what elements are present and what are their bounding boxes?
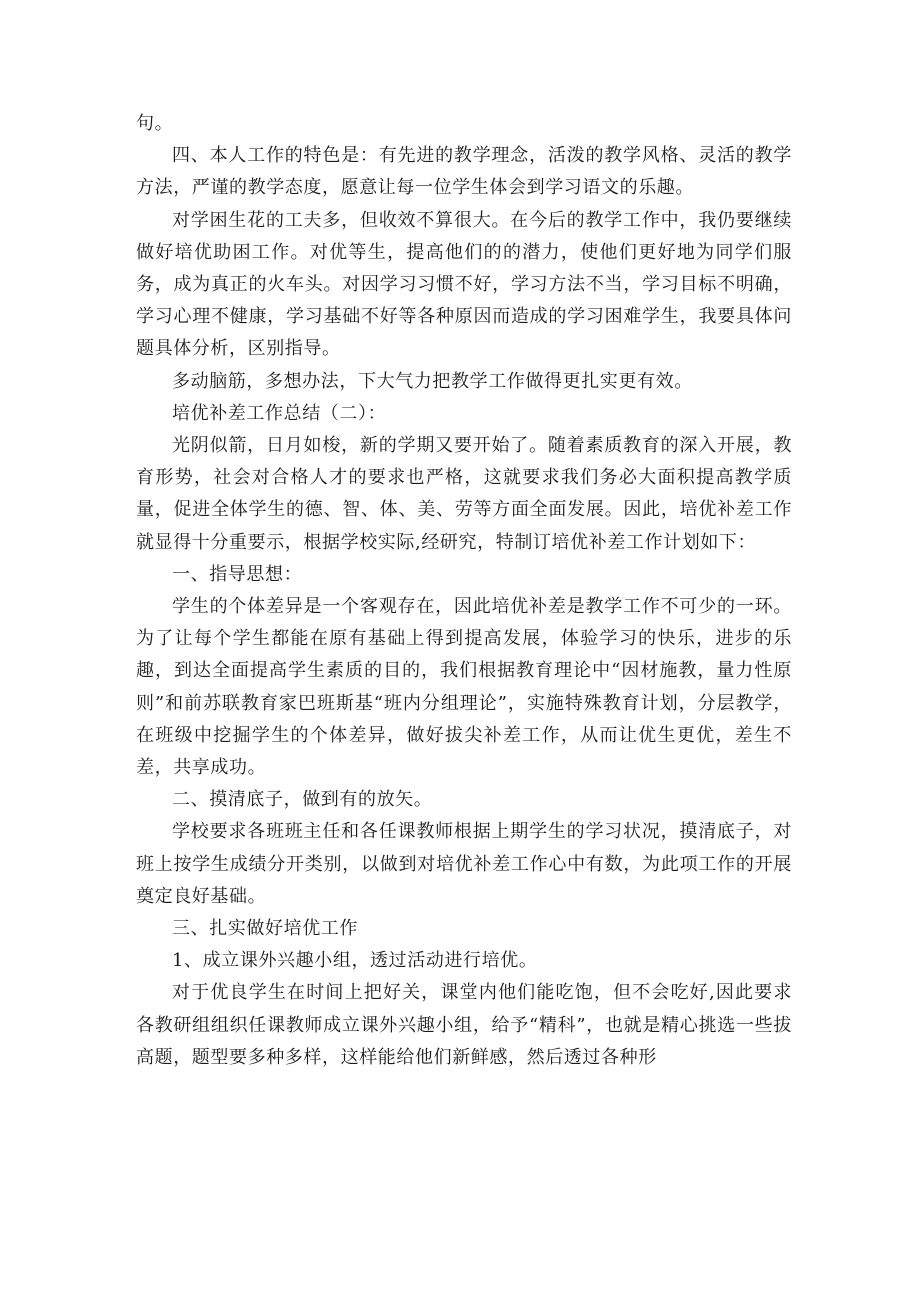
section-title-summary-two: 培优补差工作总结（二）： [172,402,387,424]
paragraph-top-students-approach: 对于优良学生在时间上把好关，课堂内他们能吃饱，但不会吃好,因此要求各教研组组织任课教师成立课外兴趣小组，给予“精科”，也就是精心挑选一些拔高题，题型要多种多样，这样能给他们新鲜感，然后透过各种形 [136,982,792,1068]
paragraph-continuation: 句。 [136,113,174,134]
heading-know-the-basis: 二、摸清底子，做到有的放矢。 [172,789,433,811]
paragraph-work-features: 四、本人工作的特色是：有先进的教学理念，活泼的教学风格、灵活的教学方法，严谨的教学态度，愿意让每一位学生体会到学习语文的乐趣。 [136,145,792,199]
paragraph-individual-differences: 学生的个体差异是一个客观存在，因此培优补差是教学工作不可少的一环。为了让每个学生都能在原有基础上得到提高发展，体验学习的快乐，进步的乐趣，到达全面提高学生素质的目的，我们根据教育理论中“因材施教，量力性原则”和前苏联教育家巴班斯基“班内分组理论”，实施特殊教育计划，分层教学，在班级中挖掘学生的个体差异，做好拔尖补差工作，从而让优生更优，差生不差，共享成功。 [136,596,792,779]
paragraph-new-semester: 光阴似箭，日月如梭，新的学期又要开始了。随着素质教育的深入开展，教育形势，社会对合格人才的要求也严格，这就要求我们务必大面积提高教学质量，促进全体学生的德、智、体、美、劳等方面全面发展。因此，培优补差工作就显得十分重要示，根据学校实际,经研究，特制订培优补差工作计划如下： [136,435,792,553]
paragraph-school-requirements: 学校要求各班班主任和各任课教师根据上期学生的学习状况，摸清底子，对班上按学生成绩分开类别，以做到对培优补差工作心中有数，为此项工作的开展奠定良好基础。 [136,821,792,907]
paragraph-struggling-students: 对学困生花的工夫多，但收效不算很大。在今后的教学工作中，我仍要继续做好培优助困工作。对优等生，提高他们的的潜力，使他们更好地为同学们服务，成为真正的火车头。对因学习习惯不好，学习方法不当，学习目标不明确，学习心理不健康，学习基础不好等各种原因而造成的学习困难学生，我要具体问题具体分析，区别指导。 [136,209,792,360]
subheading-interest-groups: 1、成立课外兴趣小组，透过活动进行培优。 [172,950,538,972]
document-body [136,108,792,1074]
paragraph-closing-remark: 多动脑筋，多想办法，下大气力把教学工作做得更扎实更有效。 [172,370,693,392]
heading-cultivate-top-students: 三、扎实做好培优工作 [172,918,358,940]
heading-guiding-ideology: 一、指导思想： [172,563,303,585]
